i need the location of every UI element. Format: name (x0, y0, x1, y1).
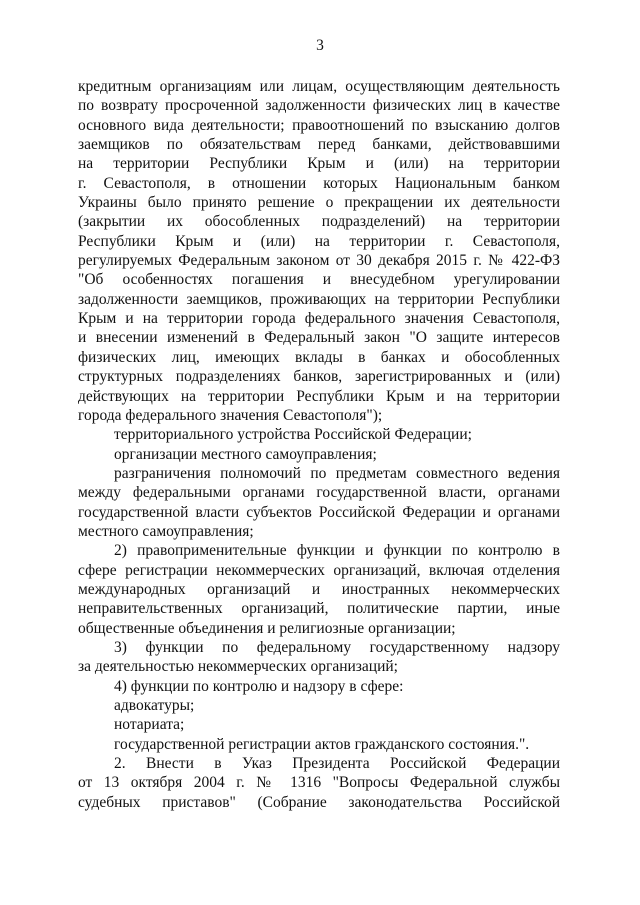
text-line: основного вида деятельности; правоотношений по взысканию долгов (78, 116, 560, 134)
text-line: (закрытии их обособленных подразделений) на территории (78, 213, 560, 231)
text-line: заемщиков по обязательствам перед банками, действовавшими (78, 136, 560, 154)
text-line: нотариата; (114, 716, 185, 734)
text-line: между федеральными органами государственной власти, органами (78, 484, 560, 502)
text-line: общественные объединения и религиозные организации; (78, 619, 456, 637)
text-line: сфере регистрации некоммерческих организаций, включая отделения (78, 561, 560, 579)
text-line: физических лиц, имеющих вклады в банках и обособленных (78, 348, 560, 366)
text-line: от 13 октября 2004 г. № 1316 "Вопросы Федеральной службы (78, 774, 560, 792)
text-line: и внесении изменений в Федеральный закон "О защите интересов (78, 329, 560, 347)
text-line: по возврату просроченной задолженности физических лиц в качестве (78, 97, 560, 115)
text-line: Республики Крым и (или) на территории г. Севастополя, (78, 232, 560, 250)
text-line: "Об особенностях погашения и внесудебном урегулировании (78, 271, 560, 289)
text-line: организации местного самоуправления; (114, 445, 377, 463)
page-number: 3 (316, 37, 324, 54)
text-line: неправительственных организаций, политические партии, иные (78, 600, 560, 618)
text-line: 2) правоприменительные функции и функции по контролю в (114, 542, 560, 560)
text-line: разграничения полномочий по предметам совместного ведения (114, 464, 560, 482)
text-line: судебных приставов" (Собрание законодательства Российской (78, 793, 560, 811)
text-line: задолженности заемщиков, проживающих на территории Республики (78, 290, 560, 308)
text-line: международных организаций и иностранных некоммерческих (78, 580, 560, 598)
document-body (78, 77, 560, 812)
text-line: на территории Республики Крым и (или) на территории (78, 155, 560, 173)
text-line: Крым и на территории города федерального значения Севастополя, (78, 310, 560, 328)
text-line: 2. Внести в Указ Президента Российской Федерации (114, 755, 560, 773)
text-line: местного самоуправления; (78, 522, 254, 540)
text-line: структурных подразделениях банков, зарегистрированных и (или) (78, 368, 560, 386)
text-line: за деятельностью некоммерческих организаций; (78, 658, 398, 676)
text-line: территориального устройства Российской Федерации; (114, 426, 472, 444)
text-line: государственной регистрации актов гражданского состояния.". (114, 735, 530, 753)
text-line: государственной власти субъектов Российской Федерации и органами (78, 503, 560, 521)
text-line: действующих на территории Республики Крым и на территории (78, 387, 560, 405)
text-line: адвокатуры; (114, 697, 195, 714)
text-line: г. Севастополя, в отношении которых Национальным банком (78, 174, 560, 192)
text-line: кредитным организациям или лицам, осуществляющим деятельность (78, 78, 560, 95)
text-line: 3) функции по федеральному государственному надзору (114, 638, 560, 656)
text-line: 4) функции по контролю и надзору в сфере: (114, 677, 404, 695)
text-line: города федерального значения Севастополя"); (78, 406, 383, 424)
text-line: Украины было принято решение о прекращении их деятельности (78, 194, 560, 212)
text-line: регулируемых Федеральным законом от 30 декабря 2015 г. № 422-ФЗ (78, 252, 560, 270)
